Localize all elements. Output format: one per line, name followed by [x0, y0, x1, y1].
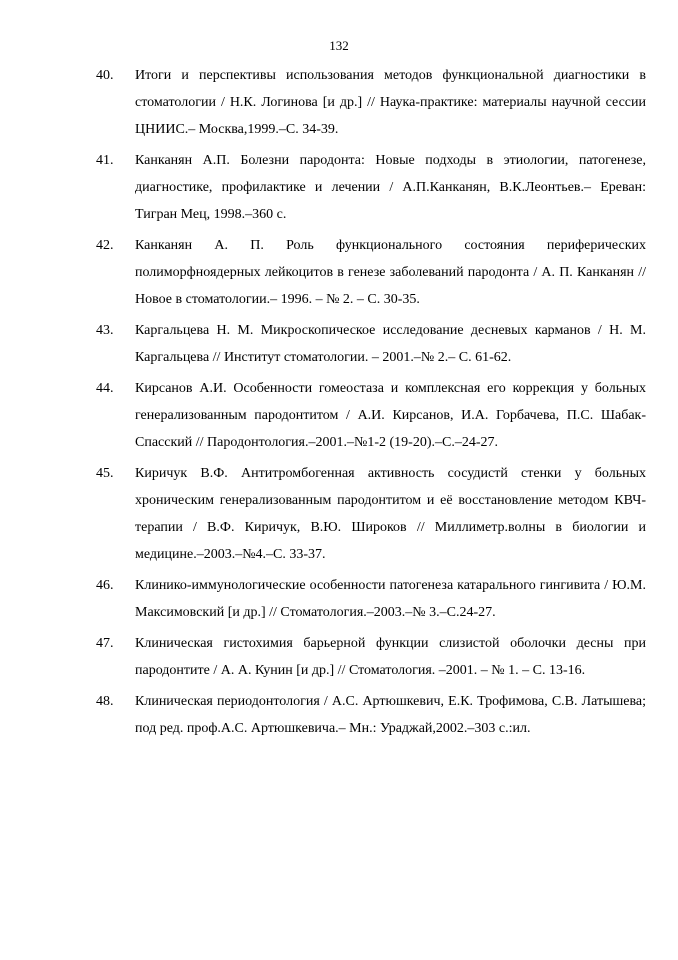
reference-text: Каргальцева Н. М. Микроскопическое исследование десневых карманов / Н. М. Каргальцева // Институт стоматологии. – 2001.–№ 2.– С. 61-62. — [135, 323, 646, 365]
reference-item — [96, 630, 646, 684]
reference-number: 45. — [96, 466, 114, 481]
reference-number: 48. — [96, 694, 114, 709]
page-number: 132 — [329, 38, 349, 53]
reference-number: 41. — [96, 153, 114, 168]
reference-text: Клиническая периодонтология / А.С. Артюшкевич, Е.К. Трофимова, С.В. Латышева; под ред. проф.А.С. Артюшкевича.– Мн.: Ураджай,2002.–303 с.:ил. — [135, 694, 646, 736]
reference-text: Киричук В.Ф. Антитромбогенная активность сосудистй стенки у больных хроническим генерализованным пародонтитом и её восстановление методом КВЧ-терапии / В.Ф. Киричук, В.Ю. Широков // Миллиметр.волны в биологии и медицине.–2003.–№4.–С. 33-37. — [135, 466, 646, 562]
reference-item — [96, 232, 646, 313]
reference-number: 43. — [96, 323, 114, 338]
reference-text: Клиническая гистохимия барьерной функции слизистой оболочки десны при пародонтите / А. А. Кунин [и др.] // Стоматология. –2001. – № 1. – С. 13-16. — [135, 636, 646, 678]
reference-text: Итоги и перспективы использования методов функциональной диагностики в стоматологии / Н.К. Логинова [и др.] // Наука-практике: материалы научной сессии ЦНИИС.– Москва,1999.–С. 34-39. — [135, 68, 646, 137]
reference-item — [96, 147, 646, 228]
reference-item — [96, 460, 646, 568]
reference-text: Клинико-иммунологические особенности патогенеза катарального гингивита / Ю.М. Максимовский [и др.] // Стоматология.–2003.–№ 3.–С.24-27. — [135, 578, 646, 620]
reference-number: 46. — [96, 578, 114, 593]
reference-number: 42. — [96, 238, 114, 253]
reference-number: 47. — [96, 636, 114, 651]
reference-item — [96, 62, 646, 143]
reference-item — [96, 572, 646, 626]
reference-item — [96, 317, 646, 371]
reference-text: Канканян А.П. Болезни пародонта: Новые подходы в этиологии, патогенезе, диагностике, профилактике и лечении / А.П.Канканян, В.К.Леонтьев.– Ереван: Тигран Мец, 1998.–360 с. — [135, 153, 646, 222]
reference-number: 40. — [96, 68, 114, 83]
reference-number: 44. — [96, 381, 114, 396]
reference-item — [96, 375, 646, 456]
reference-item — [96, 688, 646, 742]
reference-list — [96, 62, 646, 746]
reference-text: Канканян А. П. Роль функционального состояния периферических полиморфноядерных лейкоцитов в генезе заболеваний пародонта / А. П. Канканян // Новое в стоматологии.– 1996. – № 2. – С. 30-35. — [135, 238, 646, 307]
reference-text: Кирсанов А.И. Особенности гомеостаза и комплексная его коррекция у больных генерализованным пародонтитом / А.И. Кирсанов, И.А. Горбачева, П.С. Шабак-Спасский // Пародонтология.–2001.–№1-2 (19-20).–С.–24-27. — [135, 381, 646, 450]
